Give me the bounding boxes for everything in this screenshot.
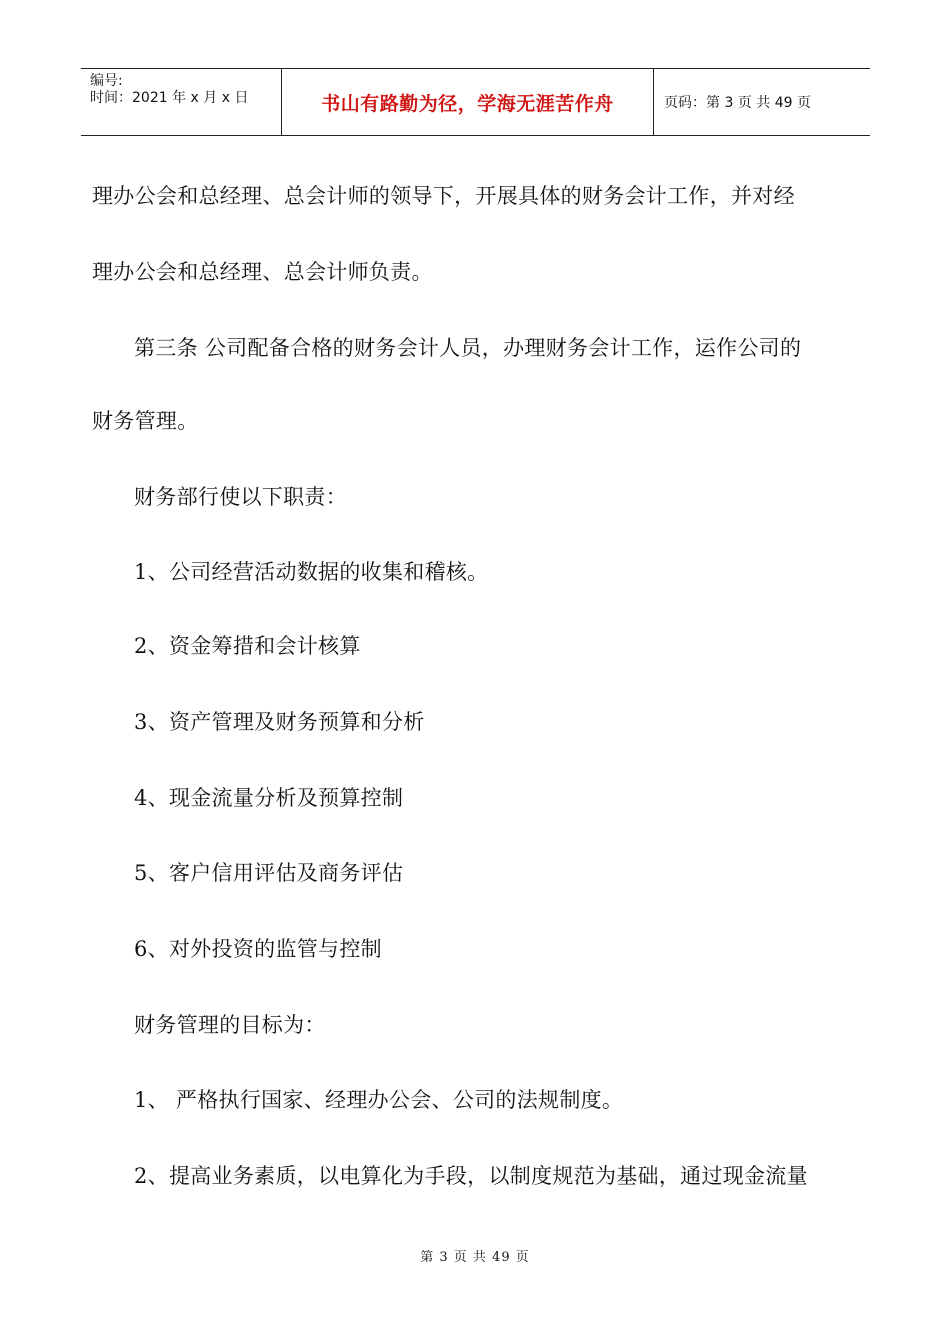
body-line: 理办公会和总经理、总会计师的领导下，开展具体的财务会计工作，并对经 xyxy=(92,184,795,208)
header-meta-cell xyxy=(81,69,282,135)
header-page-info: 页码：第 3 页 共 49 页 xyxy=(664,95,811,111)
list-item: 1、 严格执行国家、经理办公会、公司的法规制度。 xyxy=(134,1088,624,1112)
document-date-label: 时间：2021 年 x 月 x 日 xyxy=(90,90,249,106)
body-line: 财务管理。 xyxy=(92,409,199,433)
page-footer: 第 3 页 共 49 页 xyxy=(420,1250,530,1265)
header-motto: 书山有路勤为径，学海无涯苦作舟 xyxy=(321,92,614,115)
list-item: 4、现金流量分析及预算控制 xyxy=(134,786,404,810)
body-line: 理办公会和总经理、总会计师负责。 xyxy=(92,260,433,284)
list-item: 2、提高业务素质，以电算化为手段，以制度规范为基础，通过现金流量 xyxy=(134,1164,808,1188)
document-number-label: 编号: xyxy=(90,73,123,89)
header-motto-cell xyxy=(282,69,654,135)
body-line: 第三条 公司配备合格的财务会计人员，办理财务会计工作，运作公司的 xyxy=(134,336,802,360)
list-item: 5、客户信用评估及商务评估 xyxy=(134,861,404,885)
list-item: 2、资金筹措和会计核算 xyxy=(134,634,361,658)
body-line: 财务部行使以下职责： xyxy=(134,485,347,509)
list-item: 3、资产管理及财务预算和分析 xyxy=(134,710,425,734)
list-item: 6、对外投资的监管与控制 xyxy=(134,937,382,961)
header-page-cell xyxy=(654,69,870,135)
body-line: 财务管理的目标为： xyxy=(134,1013,326,1037)
list-item: 1、公司经营活动数据的收集和稽核。 xyxy=(134,560,489,584)
page-header xyxy=(81,68,870,136)
